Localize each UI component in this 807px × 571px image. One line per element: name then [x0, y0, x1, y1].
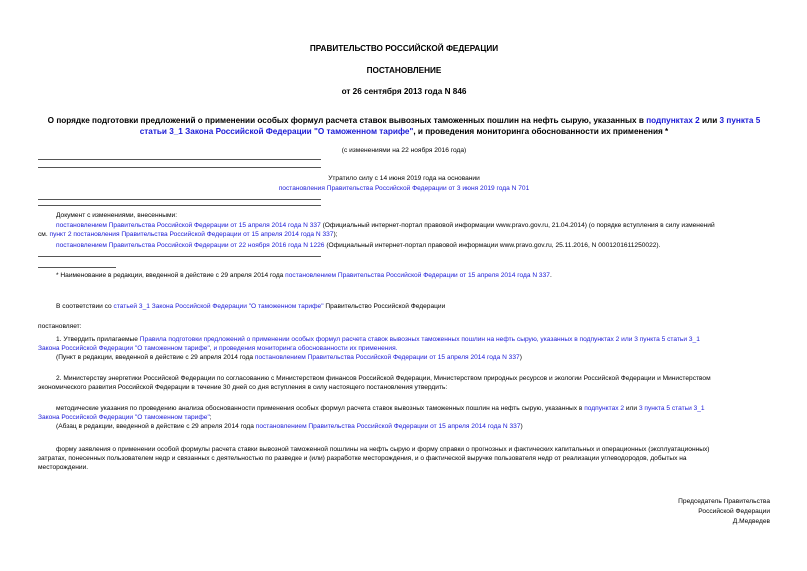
methodical-link-3[interactable]: Закона Российской Федерации "О таможенном тарифе": [38, 414, 210, 421]
item-1-note: (Пункт в редакции, введенной в действие с 29 апреля 2014 года постановлением Правительства Российской Федерации от 15 апреля 2014 года N 337): [56, 354, 522, 361]
footnote-link[interactable]: постановлением Правительства Российской Федерации от 15 апреля 2014 года N 337: [285, 272, 550, 279]
item-2-line-1: 2. Министерству энергетики Российской Федерации по согласованию с Министерством финансов Российской Федерации, Министерством природных ресурсов и экологии Российской Федерации и Министерством: [56, 375, 711, 382]
change-entry-1-cont: см. пункт 2 постановления Правительства Российской Федерации от 15 апреля 2014 года N 337);: [38, 231, 338, 238]
methodical-instructions-cont: Закона Российской Федерации "О таможенном тарифе";: [38, 414, 212, 421]
methodical-link-2[interactable]: 3 пункта 5 статьи 3_1: [638, 405, 705, 412]
preamble-link[interactable]: статьей 3_1 Закона Российской Федерации "О таможенном тарифе": [113, 303, 324, 310]
amendment-note: (с изменениями на 22 ноября 2016 года): [341, 147, 467, 154]
rules-link-cont[interactable]: Закона Российской Федерации "О таможенном тарифе", и проведения мониторинга обоснованности их применения.: [38, 345, 398, 352]
change-entry-2: постановлением Правительства Российской Федерации от 22 ноября 2016 года N 1226 (Официальный интернет-портал правовой информации www.pravo.gov.ru, 25.11.2016, N 0001201611250022).: [56, 242, 661, 249]
change-link-1[interactable]: постановлением Правительства Российской Федерации от 15 апреля 2014 года N 337: [56, 222, 321, 229]
title-link-customs-law[interactable]: 3 пункта 5 статьи 3_1 Закона Российской Федерации "О таможенном тарифе": [139, 116, 761, 136]
signature-org: Российской Федерации: [698, 508, 770, 515]
methodical-note: (Абзац в редакции, введенной в действие с 29 апреля 2014 года постановлением Правительства Российской Федерации от 15 апреля 2014 года N 337): [56, 423, 523, 430]
signature-name: Д.Медведев: [732, 518, 770, 525]
divider: [38, 167, 321, 168]
rules-link[interactable]: Правила подготовки предложений о применении особых формул расчета ставок вывозных таможенных пошлин на нефть сырую, указанных в подпунктах 2 или 3 пункта 5 статьи 3_1: [139, 336, 700, 343]
changes-intro: Документ с изменениями, внесенными:: [56, 212, 178, 219]
government-heading: ПРАВИТЕЛЬСТВО РОССИЙСКОЙ ФЕДЕРАЦИИ: [309, 44, 499, 53]
footnote-divider: [38, 267, 116, 268]
footnote: * Наименование в редакции, введенной в действие с 29 апреля 2014 года постановлением Правительства Российской Федерации от 15 апреля 2014 года N 337.: [56, 272, 552, 279]
title-text-1: О порядке подготовки предложений о применении особых формул расчета ставок вывозных таможенных пошлин на нефть сырую, указанных в: [47, 116, 647, 125]
form-paragraph-line-2: затратах, понесенных пользователем недр и связанных с деятельностью по разведке и (или) разработке месторождения, и о фактической выручке пользователя недр от реализации углеводородов, добытых на: [38, 455, 687, 462]
divider: [38, 256, 321, 257]
change-entry-1: постановлением Правительства Российской Федерации от 15 апреля 2014 года N 337 (Официальный интернет-портал правовой информации www.pravo.gov.ru, 21.04.2014) (о порядке вступления в силу изменений: [56, 222, 715, 229]
divider: [38, 159, 321, 160]
title-text-3: , и проведения мониторинга обоснованности их применения *: [413, 126, 669, 136]
title-link-subclause-2[interactable]: подпунктах 2: [646, 116, 700, 125]
methodical-link-1[interactable]: подпунктах 2: [584, 405, 625, 412]
void-notice-link[interactable]: постановления Правительства Российской Федерации от 3 июня 2019 года N 701: [278, 185, 530, 192]
divider: [38, 199, 321, 200]
form-paragraph-line-1: форму заявления о применении особой формулы расчета ставки вывозной таможенной пошлины на нефть сырую и форму справки о прогнозных и фактических капитальных и операционных (эксплуатационных): [56, 446, 710, 453]
preamble: В соответствии со статьей 3_1 Закона Российской Федерации "О таможенном тарифе" Правительство Российской Федерации: [56, 303, 446, 310]
form-paragraph-line-3: месторождении.: [38, 464, 89, 471]
change-link-2[interactable]: постановлением Правительства Российской Федерации от 22 ноября 2016 года N 1226: [56, 242, 325, 249]
item-1-note-link[interactable]: постановлением Правительства Российской Федерации от 15 апреля 2014 года N 337: [254, 354, 520, 361]
doc-type-heading: ПОСТАНОВЛЕНИЕ: [366, 66, 442, 75]
title-text-2: или: [699, 116, 720, 125]
item-2-line-2: экономического развития Российской Федерации в течение 30 дней со дня вступления в силу настоящего постановления утвердить:: [38, 384, 448, 391]
methodical-note-link[interactable]: постановлением Правительства Российской Федерации от 15 апреля 2014 года N 337: [255, 423, 521, 430]
void-notice-text: Утратило силу с 14 июня 2019 года на основании: [328, 175, 480, 182]
item-1: 1. Утвердить прилагаемые Правила подготовки предложений о применении особых формул расчета ставок вывозных таможенных пошлин на нефть сырую, указанных в подпунктах 2 или 3 пункта 5 статьи 3_1: [56, 336, 700, 343]
change-link-1b[interactable]: пункт 2 постановления Правительства Российской Федерации от 15 апреля 2014 года N 337: [49, 231, 334, 238]
signature-title: Председатель Правительства: [678, 498, 770, 505]
divider: [38, 205, 321, 206]
resolves: постановляет:: [38, 323, 82, 330]
methodical-instructions: методические указания по проведению анализа обоснованности применения особых формул расчета ставок вывозных таможенных пошлин на нефть сырую, указанных в подпунктах 2 или 3 пункта 5 статьи 3_1: [56, 405, 705, 412]
document-title: [38, 116, 770, 137]
date-number-heading: от 26 сентября 2013 года N 846: [341, 87, 467, 96]
